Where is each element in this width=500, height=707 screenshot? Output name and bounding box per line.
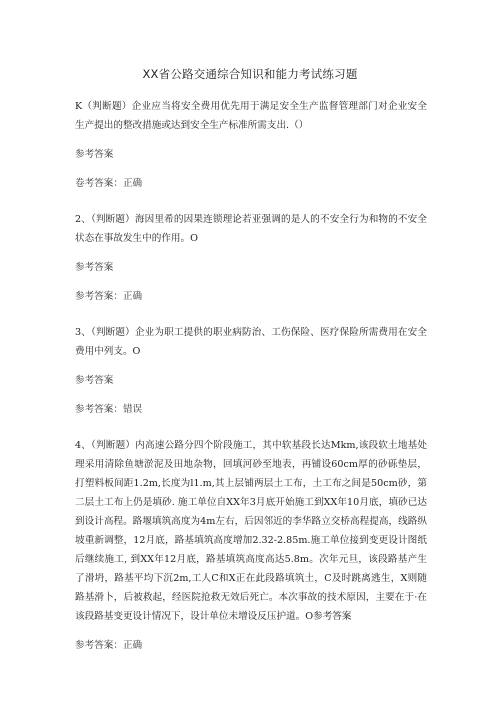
- reference-answer-label: 参考答案: [75, 375, 114, 386]
- answer-text: 参考答案：正确: [75, 640, 143, 651]
- question-text: 3、（判断题）企业为职工提供的职业病防治、工伤保险、医疗保险所需费用在安全费用中列支。O: [75, 327, 427, 357]
- question-block: [75, 436, 427, 655]
- question-block: [75, 97, 427, 193]
- question-block: [75, 323, 427, 419]
- reference-answer-label: 参考答案: [75, 262, 114, 273]
- question-block: [75, 210, 427, 306]
- answer-text: 参考答案：错误: [75, 404, 143, 415]
- question-text: 2、（判断题）海因里希的因果连锁理论若亚强调的是人的不安全行为和物的不安全状态在事故发生中的作用。O: [75, 214, 427, 244]
- reference-answer-label: 参考答案: [75, 149, 114, 160]
- answer-text: 卷考答案：正确: [75, 178, 143, 189]
- question-text: K（判断题）企业应当将安全费用优先用于满足安全生产监督管理部门对企业安全生产提出的整改措施或达到安全生产标准所需支出.（）: [75, 101, 427, 131]
- answer-text: 参考答案：正确: [75, 291, 143, 302]
- question-text: 4、（判断题）内高速公路分四个阶段施工，其中软基段长达Mkm,该段软土地基处理采用清除鱼塘淤泥及田地杂物，回填河砂至地表，再铺设60cm厚的砂砾垫层，打塑料板间距1.2m,长度为l1.m,其上层铺两层土工布，土工布之间是50cm砂，第二层土工布上仍是填砂. 施工单位自XX年3月底开始施工到XX年10月底，填砂已达到设计高程。路堰填筑高度为4m左右，后因邻近的李华路立交桥高程提高，线路纵坡重新调整，12月底，路基填筑高度增加2.32-2.85m.施工单位接到变更设计图纸后继续施工, 到XX年12月底，路基填筑高度高达5.8m。次年元旦，该段路基产生了滑坍，路基平均下沉2m,工人C和X正在此段路填筑土，C及时跳离逃生，X则随路基滑卜，后被救起，经医院抢救无效后死亡。本次事故的技术原因，主要在于·在该段路基变更设计情况下，设计单位未增设反压护道。O参考答案: [75, 440, 427, 622]
- document-body: [75, 97, 427, 665]
- document-title: XX省公路交通综合知识和能力考试练习题: [142, 67, 358, 81]
